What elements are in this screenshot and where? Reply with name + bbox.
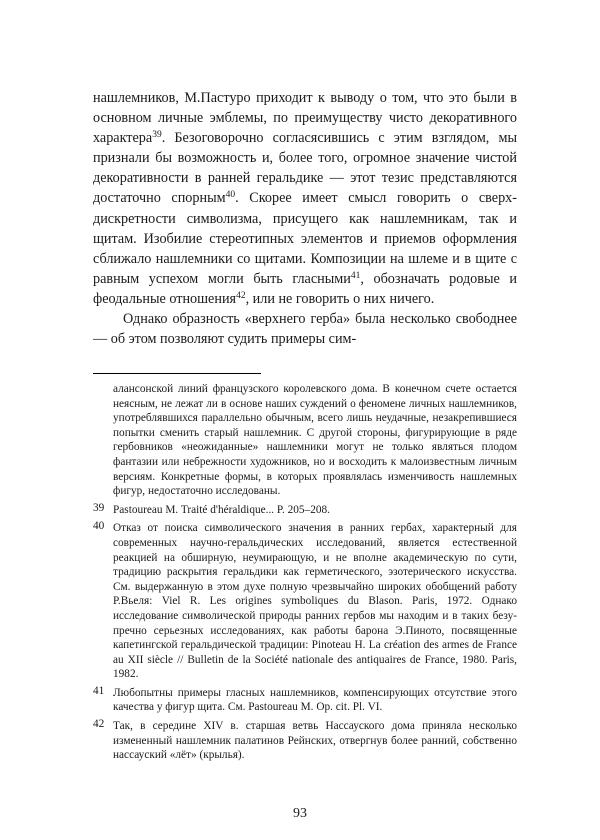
- footnotes: [93, 382, 517, 763]
- footnote-ref-42[interactable]: 42: [236, 290, 246, 301]
- footnote-ref-41[interactable]: 41: [350, 270, 361, 281]
- page-number: 93: [293, 806, 307, 821]
- footnote-number: 40: [93, 520, 105, 533]
- main-text: [93, 88, 517, 349]
- footnote-41: [93, 686, 517, 715]
- footnote-ref-40[interactable]: 40: [225, 190, 236, 201]
- footnote-number: 42: [93, 718, 105, 731]
- footnote-40: [93, 521, 517, 682]
- footnote-text: Так, в середине XIV в. старшая ветвь Нассауского дома приняла несколько измененный нашлемник палатинов Рейнских, отвергнув более ранний, собственно нассауский «лёт» (крылья).: [113, 720, 517, 762]
- footnote-continuation: алансонской линий французского королевского дома. В конечном счете остается неясным, не лежат ли в основе наших суждений о феномене личных нашлемников, употреблявшихся параллельно обычным, всего лишь неудачные, незакрепившиеся попытки сменить старый нашлемник. С другой стороны, фигурирующие в ряде гербовников «неожиданные» нашлемники могут не только являться плодом фантазии или небрежности художников, но и восходить к малоизвестным личным версиям. Конкретные формы, в которых проявлялась изменчивость нашлемных фигур, недостаточно исследованы.: [113, 383, 517, 498]
- footnote-text: Pastoureau M. Traité d'héraldique... P. 205–208.: [113, 503, 330, 516]
- footnote-number: 39: [93, 501, 105, 514]
- footnote-separator: [93, 373, 261, 374]
- footnote-39: [93, 503, 517, 518]
- footnote-ref-39[interactable]: 39: [152, 130, 162, 141]
- footnote-text: Любопытны примеры гласных нашлемников, компенсирующих отсутствие этого качества у фигур щита. См. Pastoureau M. Op. cit. Pl. VI.: [113, 686, 517, 714]
- paragraph-1: нашлемников, М.Пастуро приходит к выводу о том, что это были в основном личные эмблемы, по преимуществу чисто декоративного характера$^{39}$. Безоговорочно согласясившись с этим взглядом, мы признали бы возможность и, более того, огромное значение чистой декоративности в ранней геральдике — этот тезис представляются достаточно спорным$^{40}$. Скорее имеет смысл говорить о сверхдискретности символизма, присущего как нашлемникам, так и щитам. Изобилие стереотипных элементов и приемов оформления сближало нашлемники со щитами. Композиции на шлеме и в щите с равным успехом могли быть гласными$^{41}$, обозначать родовые и феодальные отношения$^{42}$, или не говорить о них ничего.: [93, 90, 517, 307]
- paragraph-2: Однако образность «верхнего герба» была несколько свободнее — об этом позволяют судить примеры сим-: [93, 311, 517, 348]
- footnote-42: [93, 719, 517, 763]
- footnote-text: Отказ от поиска символического значения в ранних гербах, характерный для современных научно-геральдических исследований, является естественной реакцией на обширную, неумирающую, и не вполне академическую по сути, традицию раскрытия геральдики как герметического, эзотерического искусства. См. выдержанную в этом духе полную чрезвычайно широких обобщений работу Р.Вьеля: Viel R. Les origines symboliques du Blason. Paris, 1972. Однако исследование символической природы ранних гербов мы находим и в таких безупречно серьезных исследованиях, как работы барона Э.Пиното, посвященные капетингской геральдической традиции: Pinoteau H. La création des armes de France au XII siècle // Bulletin de la Société nationale des antiquaires de France, 1980. Paris, 1982.: [113, 522, 517, 681]
- footnote-number: 41: [93, 684, 105, 697]
